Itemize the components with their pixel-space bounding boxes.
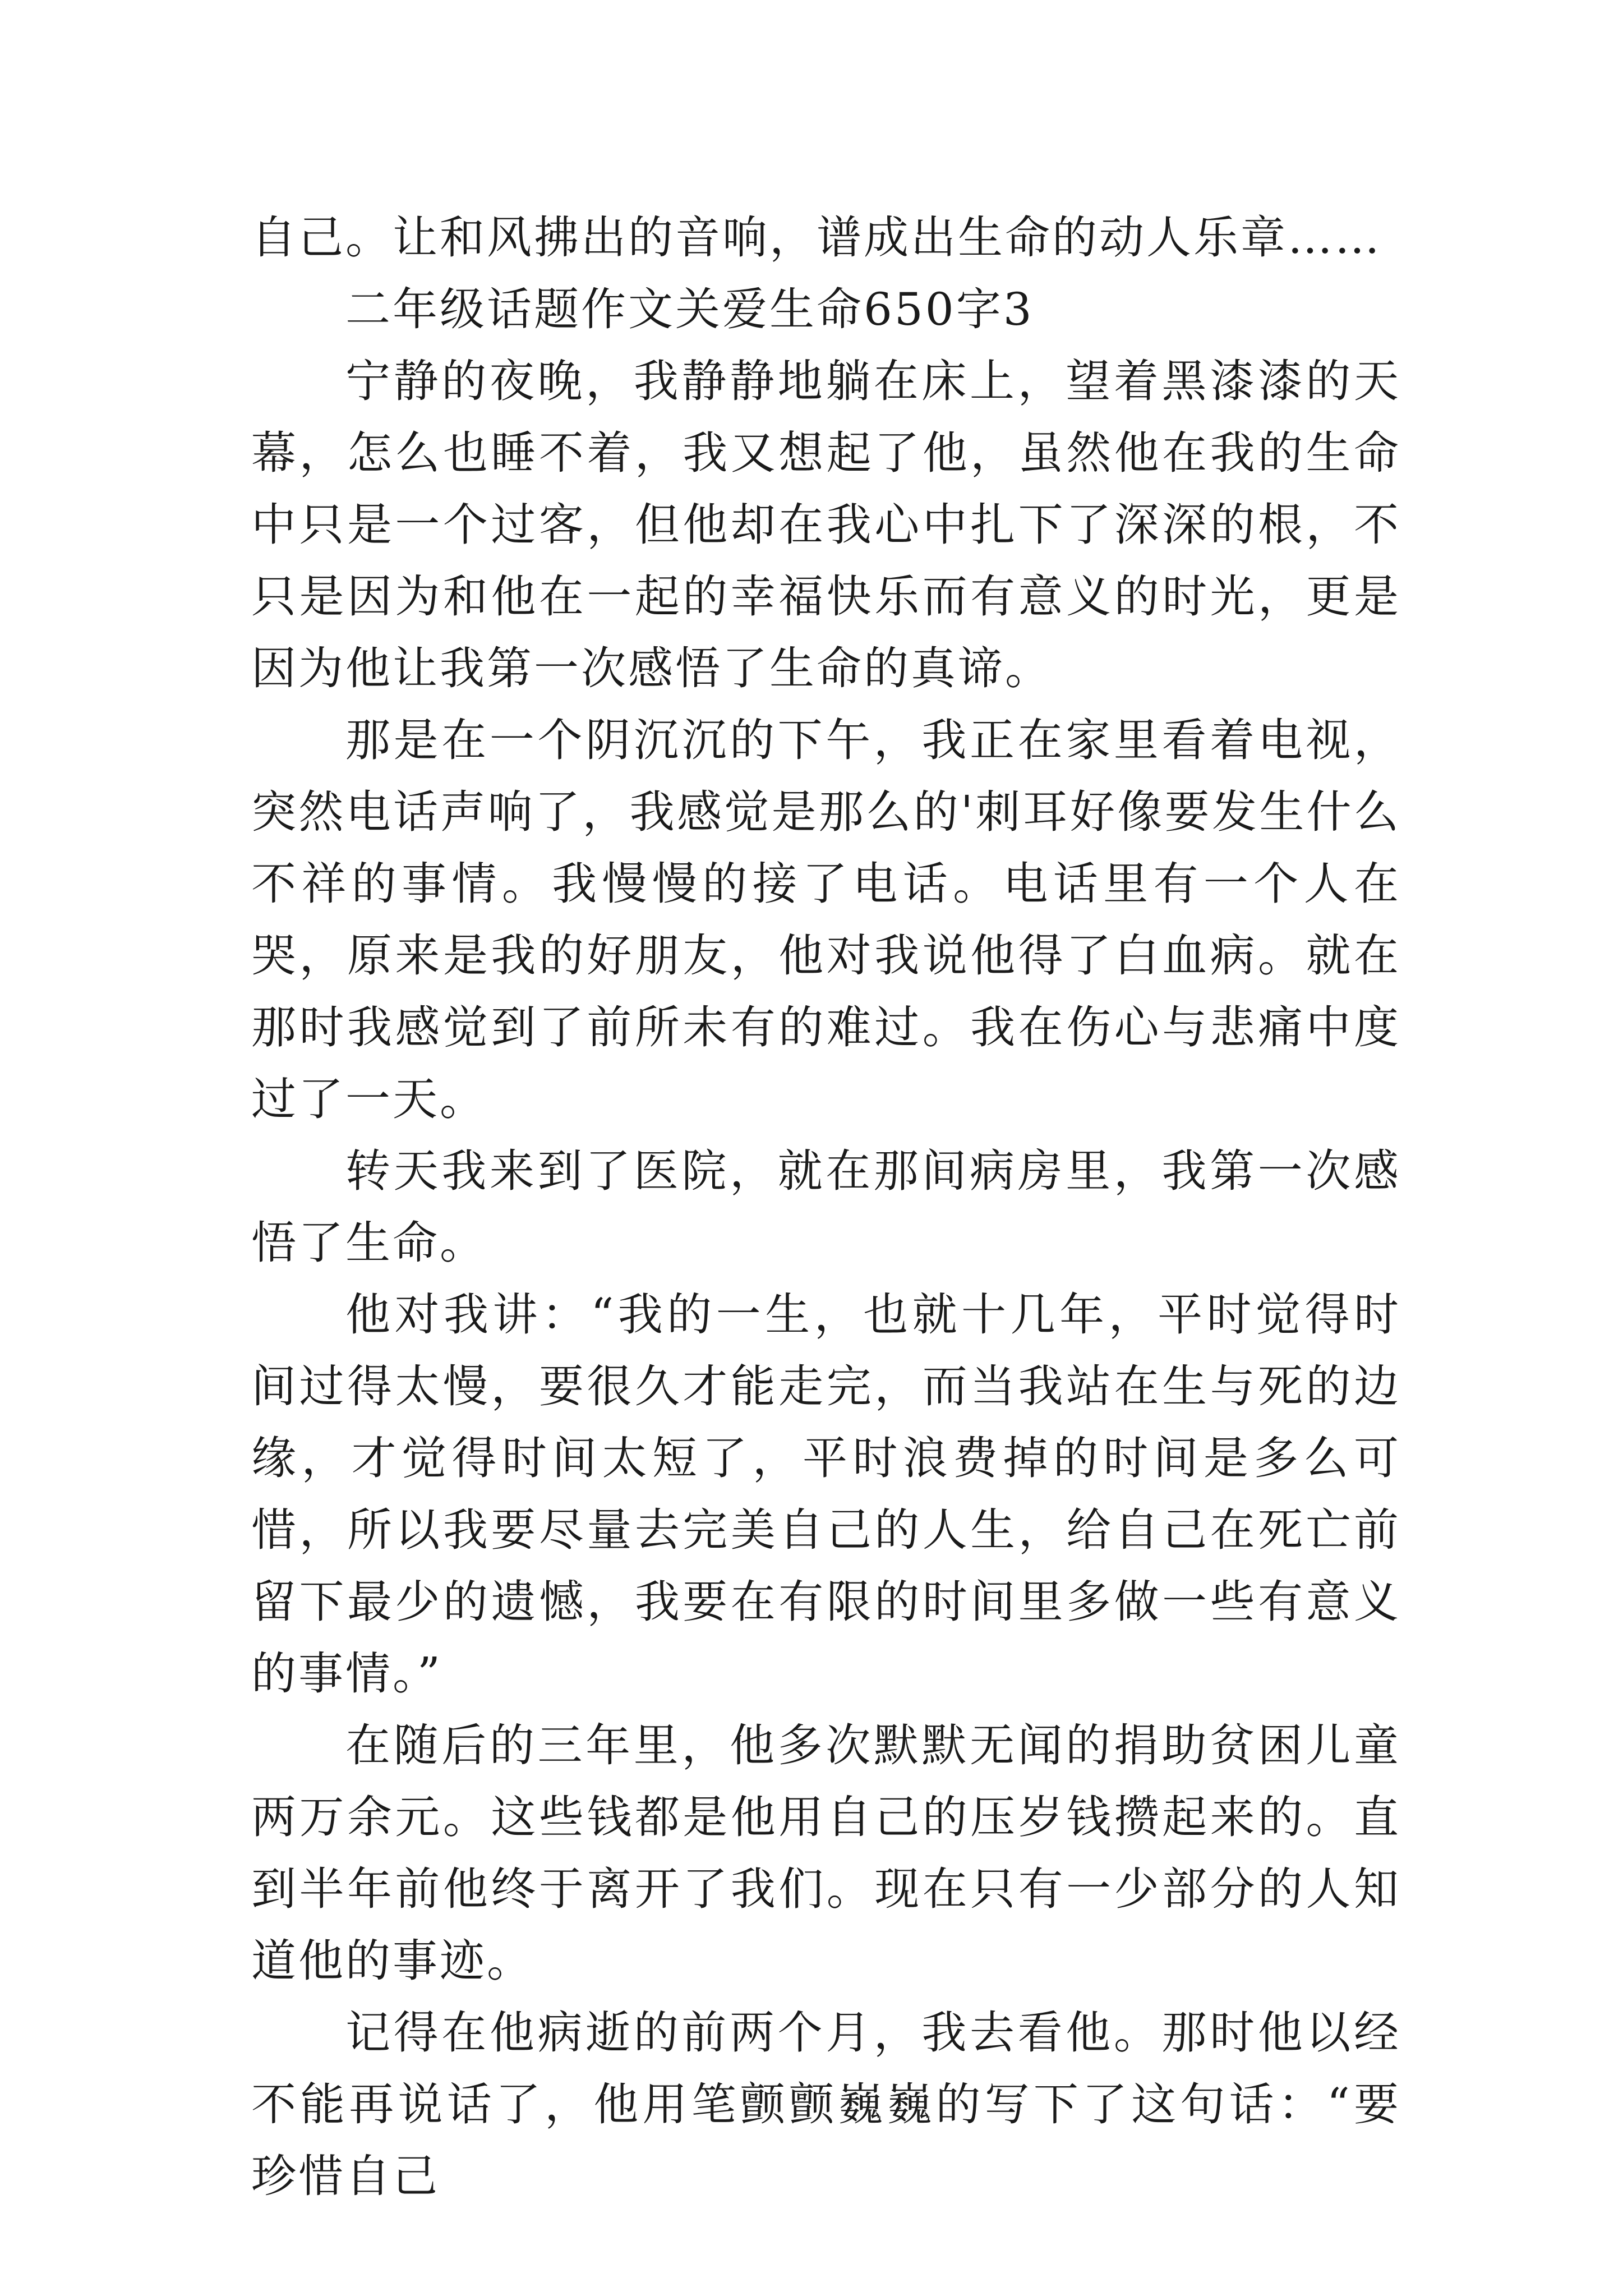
paragraph: 宁静的夜晚，我静静地躺在床上，望着黑漆漆的天幕，怎么也睡不着，我又想起了他，虽然他在我的生命中只是一个过客，但他却在我心中扎下了深深的根，不只是因为和他在一起的幸福快乐而有意义的时光，更是因为他让我第一次感悟了生命的真谛。 [251, 355, 1401, 694]
paragraph: 转天我来到了医院，就在那间病房里，我第一次感悟了生命。 [251, 1145, 1401, 1269]
paragraph: 那是在一个阴沉沉的下午，我正在家里看着电视，突然电话声响了，我感觉是那么的'刺耳好像要发生什么不祥的事情。我慢慢的接了电话。电话里有一个人在哭，原来是我的好朋友，他对我说他得了白血病。就在那时我感觉到了前所未有的难过。我在伤心与悲痛中度过了一天。 [251, 714, 1401, 1125]
paragraph-continuation: 自己。让和风拂出的音响，谱成出生命的动人乐章…… [251, 211, 1382, 264]
paragraph: 他对我讲：“我的一生，也就十几年，平时觉得时间过得太慢，要很久才能走完，而当我站在生与死的边缘，才觉得时间太短了，平时浪费掉的时间是多么可惜，所以我要尽量去完美自己的人生，给自己在死亡前留下最少的遗憾，我要在有限的时间里多做一些有意义的事情。” [251, 1289, 1401, 1700]
paragraph: 记得在他病逝的前两个月，我去看他。那时他以经不能再说话了，他用笔颤颤巍巍的写下了这句话：“要珍惜自己 [251, 2007, 1401, 2202]
section-heading: 二年级话题作文关爱生命650字3 [345, 283, 1034, 335]
document-body [251, 202, 1401, 2212]
paragraph: 在随后的三年里，他多次默默无闻的捐助贫困儿童两万余元。这些钱都是他用自己的压岁钱攒起来的。直到半年前他终于离开了我们。现在只有一少部分的人知道他的事迹。 [251, 1719, 1401, 1987]
